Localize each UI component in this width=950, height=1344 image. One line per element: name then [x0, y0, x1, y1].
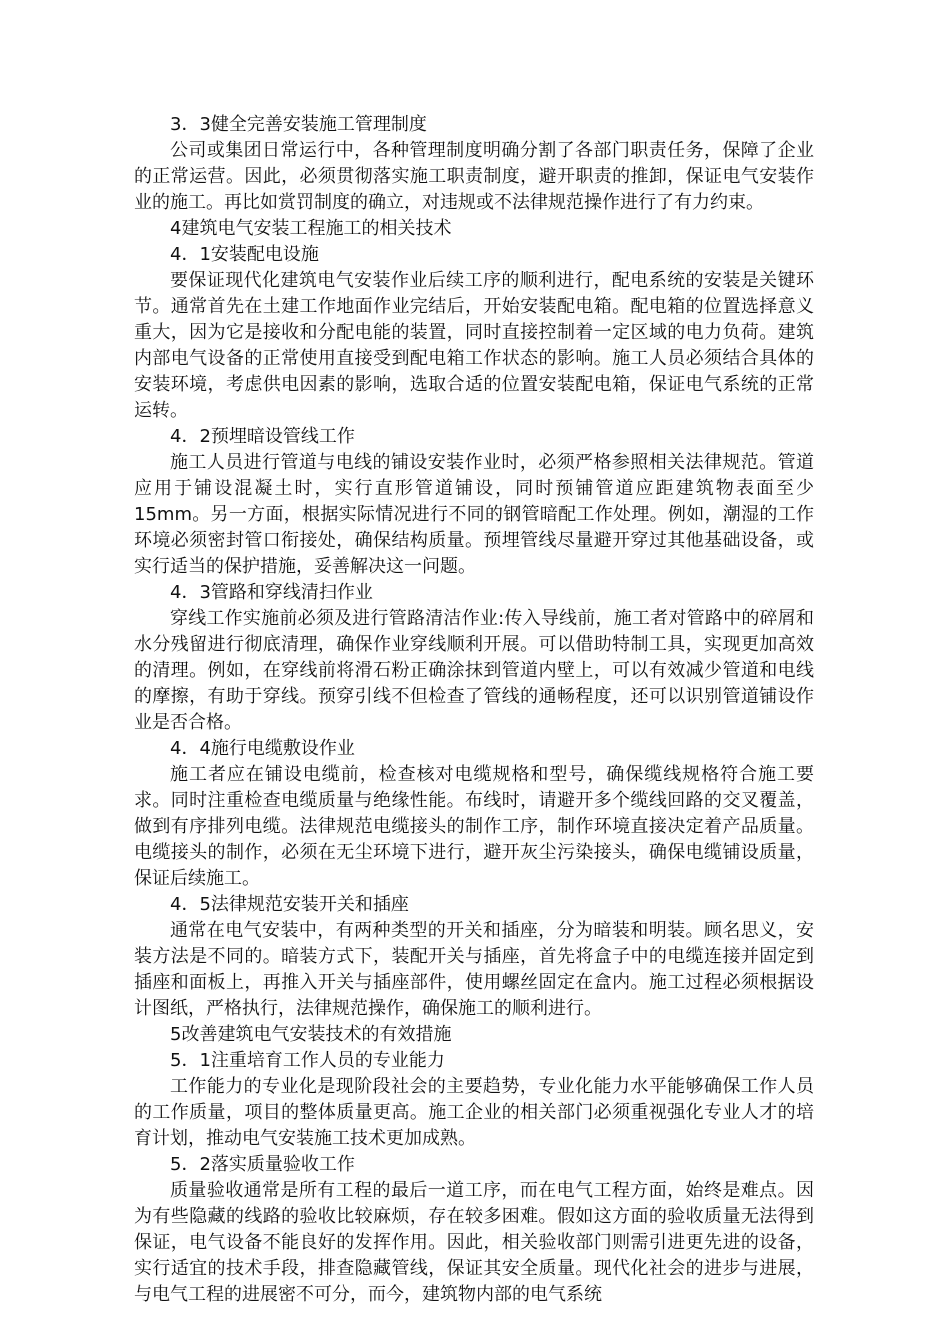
section-heading: 4建筑电气安装工程施工的相关技术 — [170, 218, 452, 239]
section-heading: 5．1注重培育工作人员的专业能力 — [170, 1050, 445, 1071]
body-paragraph: 施工人员进行管道与电线的铺设安装作业时，必须严格参照相关法律规范。管道应用于铺设混凝土时，实行直形管道铺设，同时预铺管道应距建筑物表面至少15mm。另一方面，根据实际情况进行不同的钢管暗配工作处理。例如，潮湿的工作环境必须密封管口衔接处，确保结构质量。预埋管线尽量避开穿过其他基础设备，或实行适当的保护措施，妥善解决这一问题。 — [134, 452, 814, 577]
section-heading: 4．5法律规范安装开关和插座 — [170, 894, 409, 915]
body-paragraph: 公司或集团日常运行中，各种管理制度明确分割了各部门职责任务，保障了企业的正常运营。因此，必须贯彻落实施工职责制度，避开职责的推卸，保证电气安装作业的施工。再比如赏罚制度的确立，对违规或不法律规范操作进行了有力约束。 — [134, 140, 814, 213]
body-paragraph: 穿线工作实施前必须及进行管路清洁作业:传入导线前，施工者对管路中的碎屑和水分残留进行彻底清理，确保作业穿线顺利开展。可以借助特制工具，实现更加高效的清理。例如，在穿线前将滑石粉正确涂抹到管道内壁上，可以有效减少管道和电线的摩擦，有助于穿线。预穿引线不但检查了管线的通畅程度，还可以识别管道铺设作业是否合格。 — [134, 608, 814, 733]
body-paragraph: 要保证现代化建筑电气安装作业后续工序的顺利进行，配电系统的安装是关键环节。通常首先在土建工作地面作业完结后，开始安装配电箱。配电箱的位置选择意义重大，因为它是接收和分配电能的装置，同时直接控制着一定区域的电力负荷。建筑内部电气设备的正常使用直接受到配电箱工作状态的影响。施工人员必须结合具体的安装环境，考虑供电因素的影响，选取合适的位置安装配电箱，保证电气系统的正常运转。 — [134, 270, 814, 421]
body-paragraph: 施工者应在铺设电缆前，检查核对电缆规格和型号，确保缆线规格符合施工要求。同时注重检查电缆质量与绝缘性能。布线时，请避开多个缆线回路的交叉覆盖，做到有序排列电缆。法律规范电缆接头的制作工序，制作环境直接决定着产品质量。电缆接头的制作，必须在无尘环境下进行，避开灰尘污染接头，确保电缆铺设质量，保证后续施工。 — [134, 764, 814, 889]
section-heading: 5．2落实质量验收工作 — [170, 1154, 355, 1175]
section-heading: 3．3健全完善安装施工管理制度 — [170, 114, 427, 135]
section-heading: 4．2预埋暗设管线工作 — [170, 426, 355, 447]
section-heading: 4．4施行电缆敷设作业 — [170, 738, 355, 759]
section-heading: 4．1安装配电设施 — [170, 244, 319, 265]
body-paragraph: 通常在电气安装中，有两种类型的开关和插座，分为暗装和明装。顾名思义，安装方法是不同的。暗装方式下，装配开关与插座，首先将盒子中的电缆连接并固定到插座和面板上，再推入开关与插座部件，使用螺丝固定在盒内。施工过程必须根据设计图纸，严格执行，法律规范操作，确保施工的顺利进行。 — [134, 920, 814, 1019]
document-page — [134, 112, 814, 1308]
section-heading: 4．3管路和穿线清扫作业 — [170, 582, 373, 603]
body-paragraph: 质量验收通常是所有工程的最后一道工序，而在电气工程方面，始终是难点。因为有些隐藏的线路的验收比较麻烦，存在较多困难。假如这方面的验收质量无法得到保证，电气设备不能良好的发挥作用。因此，相关验收部门则需引进更先进的设备，实行适宜的技术手段，排查隐藏管线，保证其安全质量。现代化社会的进步与进展，与电气工程的进展密不可分，而今，建筑物内部的电气系统 — [134, 1180, 814, 1305]
body-paragraph: 工作能力的专业化是现阶段社会的主要趋势，专业化能力水平能够确保工作人员的工作质量，项目的整体质量更高。施工企业的相关部门必须重视强化专业人才的培育计划，推动电气安装施工技术更加成熟。 — [134, 1076, 814, 1149]
section-heading: 5改善建筑电气安装技术的有效措施 — [170, 1024, 452, 1045]
